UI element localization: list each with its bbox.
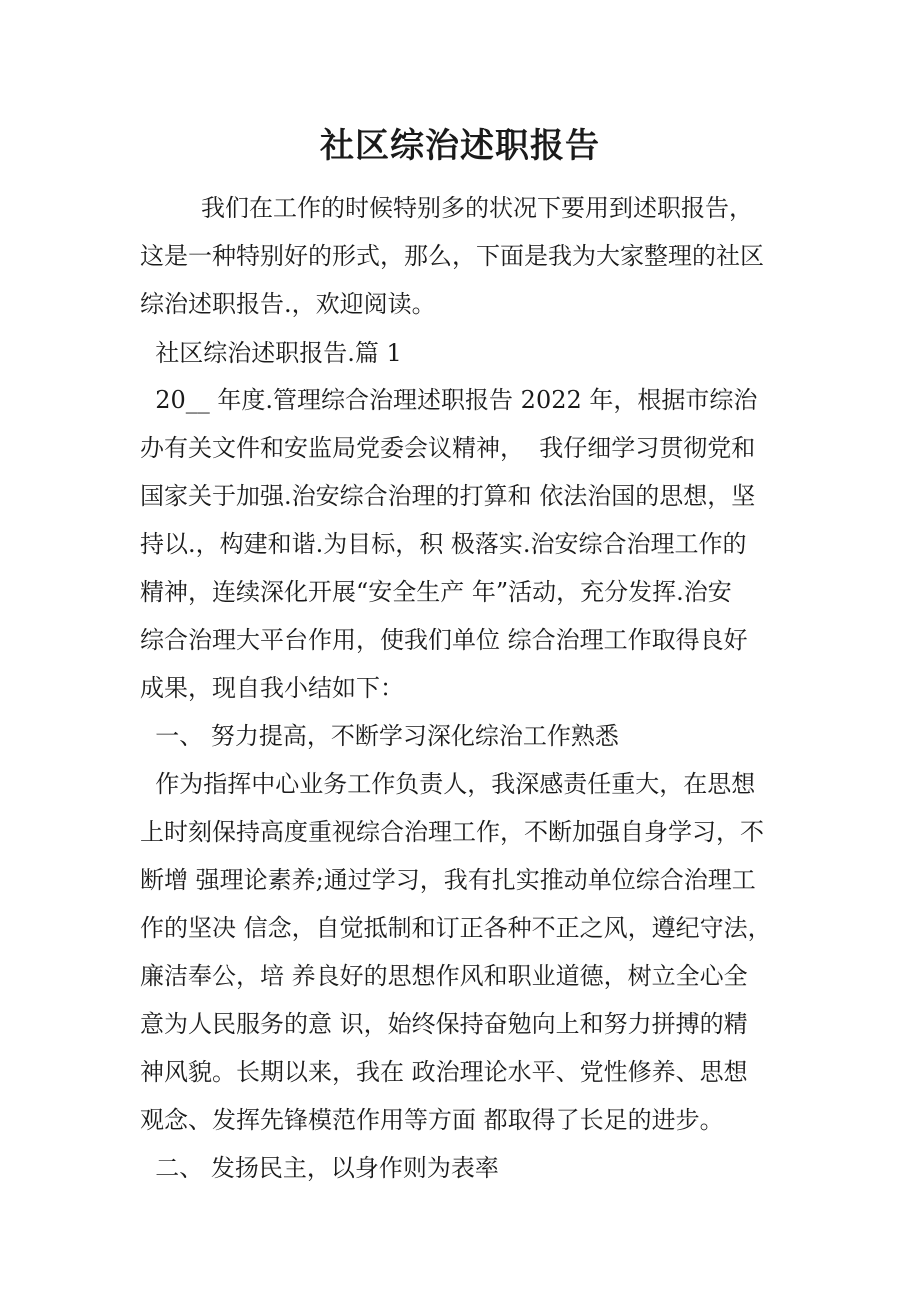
paragraph-line: 意为人民服务的意 识，始终保持奋勉向上和努力拼搏的精 [140,1010,748,1038]
paragraph-line: 办有关文件和安监局党委会议精神， 我仔细学习贯彻党和 [140,434,756,462]
paragraph-line: 断增 强理论素养;通过学习，我有扎实推动单位综合治理工 [140,866,756,894]
paragraph-line: 精神，连续深化开展“安全生产 年”活动，充分发挥.治安 [140,578,732,606]
section-heading: 一、 努力提高，不断学习深化综治工作熟悉 [140,722,619,750]
section-heading: 社区综治述职报告.篇 1 [140,339,402,367]
paragraph-line: 廉洁奉公，培 养良好的思想作风和职业道德，树立全心全 [140,962,748,990]
section-heading: 二、 发扬民主，以身作则为表率 [140,1154,499,1182]
paragraph-line: 我们在工作的时候特别多的状况下要用到述职报告， [140,194,754,222]
paragraph-line: 作的坚决 信念，自觉抵制和订正各种不正之风，遵纪守法， [140,914,772,942]
paragraph-line: 综合治理大平台作用，使我们单位 综合治理工作取得良好 [140,626,748,654]
paragraph-line: 国家关于加强.治安综合治理的打算和 依法治国的思想，坚 [140,482,756,510]
paragraph-line: 20__ 年度.管理综合治理述职报告 2022 年，根据市综治 [140,386,758,414]
paragraph-line: 上时刻保持高度重视综合治理工作，不断加强自身学习，不 [140,818,764,846]
page-title: 社区综治述职报告 [320,126,600,166]
paragraph-line: 持以.，构建和谐.为目标，积 极落实.治安综合治理工作的 [140,530,747,558]
paragraph-line: 作为指挥中心业务工作负责人，我深感责任重大，在思想 [140,770,756,798]
paragraph-line: 这是一种特别好的形式，那么，下面是我为大家整理的社区 [140,242,764,270]
paragraph-line: 神风貌。长期以来，我在 政治理论水平、党性修养、思想 [140,1058,748,1086]
paragraph-line: 观念、发挥先锋模范作用等方面 都取得了长足的进步。 [140,1106,724,1134]
paragraph-line: 综治述职报告.，欢迎阅读。 [140,290,436,318]
paragraph-line: 成果，现自我小结如下： [140,674,404,702]
